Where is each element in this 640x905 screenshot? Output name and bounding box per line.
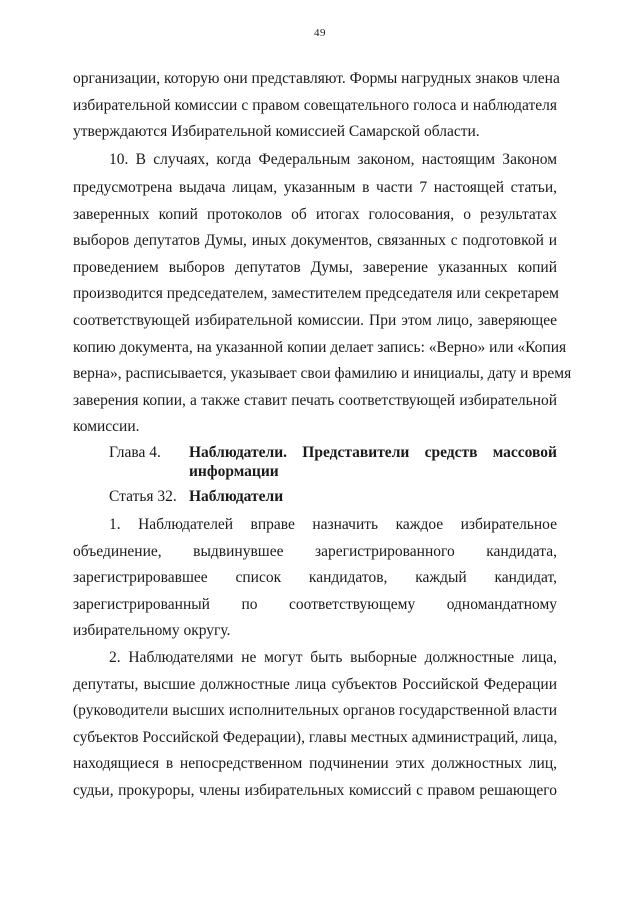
chapter-title-line: информации [189,463,279,480]
paragraph-line: утверждаются Избирательной комиссией Самарской области. [73,123,480,140]
article-label: Статья 32. [109,488,177,505]
paragraph-line: судьи, прокуроры, члены избирательных комиссий с правом решающего [73,782,557,799]
paragraph-line: объединение, выдвинувшее зарегистрированного кандидата, [73,543,557,560]
page-number: 49 [314,27,326,39]
paragraph-line: выборов депутатов Думы, иных документов, связанных с подготовкой и [73,232,557,249]
paragraph-line: организации, которую они представляют. Формы нагрудных знаков члена [73,70,560,87]
paragraph-line: комиссии. [73,418,140,435]
paragraph-line: депутаты, высшие должностные лица субъектов Российской Федерации [73,676,557,693]
paragraph-line: 2. Наблюдателями не могут быть выборные должностные лица, [109,649,557,666]
chapter-label: Глава 4. [109,444,161,461]
paragraph-line: производится председателем, заместителем председателя или секретарем [73,285,559,302]
paragraph-line: находящиеся в непосредственном подчинении этих должностных лиц, [73,755,557,772]
paragraph-line: (руководители высших исполнительных органов государственной власти [73,702,557,719]
paragraph-line: субъектов Российской Федерации), главы местных администраций, лица, [73,729,558,746]
paragraph-line: копию документа, на указанной копии делает запись: «Верно» или «Копия [73,339,567,356]
paragraph-line: избирательной комиссии с правом совещательного голоса и наблюдателя [73,97,557,114]
paragraph-line: 1. Наблюдателей вправе назначить каждое избирательное [109,516,557,533]
paragraph-line: заверения копии, а также ставит печать соответствующей избирательной [73,392,557,409]
article-title: Наблюдатели [189,488,284,505]
paragraph-line: зарегистрировавшее список кандидатов, каждый кандидат, [73,569,557,586]
paragraph-line: заверенных копий протоколов об итогах голосования, о результатах [73,206,557,223]
paragraph-line: 10. В случаях, когда Федеральным законом, настоящим Законом [109,151,557,168]
paragraph-line: зарегистрированный по соответствующему одномандатному [73,596,557,613]
paragraph-line: верна», расписывается, указывает свои фамилию и инициалы, дату и время [73,365,572,382]
chapter-title-line: Наблюдатели. Представители средств массовой [189,444,557,461]
paragraph-line: соответствующей избирательной комиссии. При этом лицо, заверяющее [73,312,557,329]
paragraph-line: предусмотрена выдача лицам, указанным в части 7 настоящей статьи, [73,179,557,196]
paragraph-line: избирательному округу. [73,622,231,639]
paragraph-line: проведением выборов депутатов Думы, заверение указанных копий [73,259,557,276]
